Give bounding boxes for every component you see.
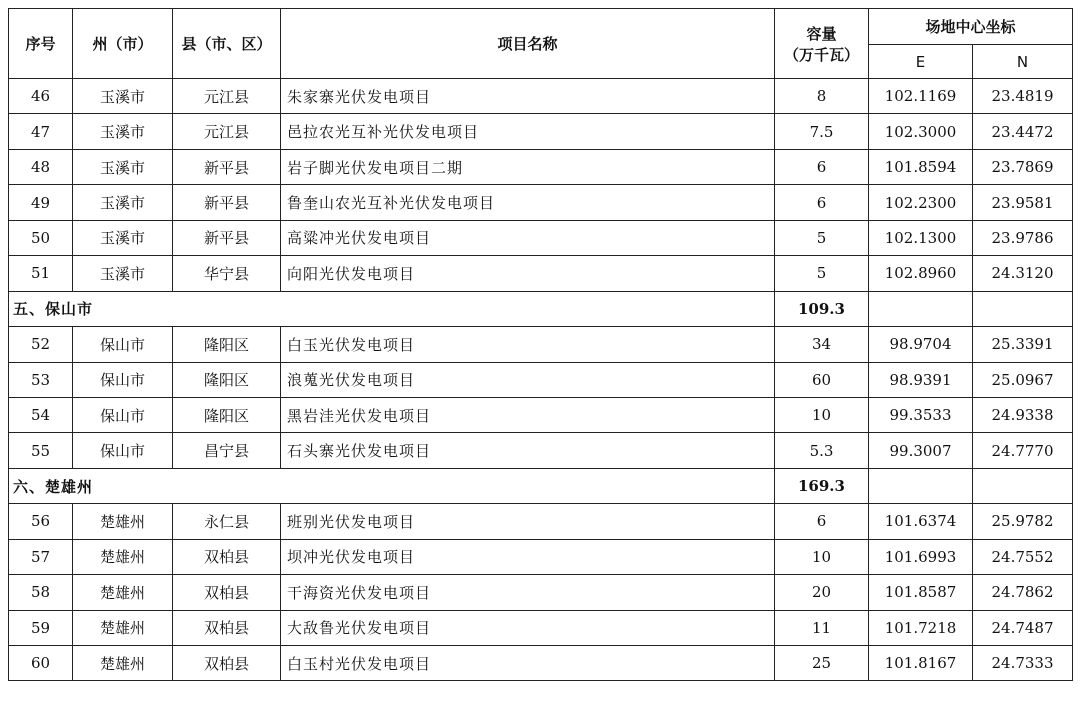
cell-seq: 58 [9, 575, 73, 610]
cell-project-name: 浪蒐光伏发电项目 [281, 362, 775, 397]
table-row [9, 327, 1073, 362]
cell-prefecture: 楚雄州 [73, 504, 173, 539]
cell-prefecture: 楚雄州 [73, 610, 173, 645]
cell-coord-n: 24.7552 [973, 539, 1073, 574]
section-total: 169.3 [775, 468, 869, 503]
cell-project-name: 黑岩洼光伏发电项目 [281, 397, 775, 432]
cell-prefecture: 保山市 [73, 397, 173, 432]
cell-capacity: 6 [775, 149, 869, 184]
section-empty-cell [973, 291, 1073, 326]
cell-county: 元江县 [173, 79, 281, 114]
section-empty-cell [869, 291, 973, 326]
cell-county: 隆阳区 [173, 327, 281, 362]
cell-seq: 47 [9, 114, 73, 149]
cell-coord-e: 101.6993 [869, 539, 973, 574]
cell-capacity: 20 [775, 575, 869, 610]
cell-coord-e: 99.3007 [869, 433, 973, 468]
cell-seq: 49 [9, 185, 73, 220]
cell-project-name: 石头寨光伏发电项目 [281, 433, 775, 468]
cell-capacity: 8 [775, 79, 869, 114]
table-row [9, 433, 1073, 468]
table-row [9, 397, 1073, 432]
table-row [9, 79, 1073, 114]
cell-seq: 46 [9, 79, 73, 114]
cell-county: 永仁县 [173, 504, 281, 539]
header-prefecture: 州（市） [73, 9, 173, 79]
cell-seq: 57 [9, 539, 73, 574]
cell-seq: 48 [9, 149, 73, 184]
cell-seq: 52 [9, 327, 73, 362]
cell-coord-n: 24.7770 [973, 433, 1073, 468]
table-row [9, 646, 1073, 681]
table-row [9, 220, 1073, 255]
cell-capacity: 6 [775, 504, 869, 539]
cell-seq: 55 [9, 433, 73, 468]
cell-prefecture: 楚雄州 [73, 575, 173, 610]
cell-county: 隆阳区 [173, 362, 281, 397]
cell-coord-n: 23.7869 [973, 149, 1073, 184]
cell-capacity: 10 [775, 539, 869, 574]
table-row [9, 575, 1073, 610]
header-capacity-line2: （万千瓦） [783, 45, 859, 64]
cell-capacity: 5 [775, 256, 869, 291]
table-row [9, 114, 1073, 149]
cell-capacity: 6 [775, 185, 869, 220]
section-label: 五、保山市 [9, 291, 775, 326]
header-coords: 场地中心坐标 [869, 9, 1073, 45]
cell-county: 双柏县 [173, 646, 281, 681]
cell-capacity: 25 [775, 646, 869, 681]
cell-prefecture: 保山市 [73, 433, 173, 468]
cell-coord-e: 99.3533 [869, 397, 973, 432]
header-project-name: 项目名称 [281, 9, 775, 79]
cell-coord-e: 102.2300 [869, 185, 973, 220]
table-row [9, 504, 1073, 539]
cell-prefecture: 保山市 [73, 362, 173, 397]
cell-coord-e: 101.6374 [869, 504, 973, 539]
cell-capacity: 60 [775, 362, 869, 397]
header-e: E [869, 45, 973, 79]
cell-project-name: 白玉光伏发电项目 [281, 327, 775, 362]
cell-project-name: 朱家寨光伏发电项目 [281, 79, 775, 114]
cell-county: 双柏县 [173, 539, 281, 574]
cell-coord-e: 102.3000 [869, 114, 973, 149]
cell-project-name: 高粱冲光伏发电项目 [281, 220, 775, 255]
cell-county: 新平县 [173, 220, 281, 255]
header-county: 县（市、区） [173, 9, 281, 79]
section-row [9, 291, 1073, 326]
cell-coord-e: 102.1300 [869, 220, 973, 255]
cell-prefecture: 楚雄州 [73, 539, 173, 574]
table-row [9, 149, 1073, 184]
cell-coord-n: 25.3391 [973, 327, 1073, 362]
cell-prefecture: 玉溪市 [73, 220, 173, 255]
cell-coord-e: 101.8167 [869, 646, 973, 681]
cell-capacity: 5 [775, 220, 869, 255]
section-row [9, 468, 1073, 503]
cell-project-name: 向阳光伏发电项目 [281, 256, 775, 291]
header-capacity [775, 9, 869, 79]
cell-county: 双柏县 [173, 610, 281, 645]
cell-seq: 53 [9, 362, 73, 397]
table-row [9, 256, 1073, 291]
cell-coord-e: 102.1169 [869, 79, 973, 114]
cell-prefecture: 玉溪市 [73, 114, 173, 149]
cell-project-name: 坝冲光伏发电项目 [281, 539, 775, 574]
table-row [9, 539, 1073, 574]
header-capacity-line1: 容量 [806, 24, 837, 43]
section-label: 六、楚雄州 [9, 468, 775, 503]
cell-capacity: 34 [775, 327, 869, 362]
cell-project-name: 班别光伏发电项目 [281, 504, 775, 539]
cell-county: 双柏县 [173, 575, 281, 610]
cell-prefecture: 玉溪市 [73, 149, 173, 184]
cell-seq: 54 [9, 397, 73, 432]
cell-coord-e: 101.8594 [869, 149, 973, 184]
cell-coord-n: 24.9338 [973, 397, 1073, 432]
cell-coord-n: 23.9581 [973, 185, 1073, 220]
cell-county: 新平县 [173, 185, 281, 220]
cell-seq: 56 [9, 504, 73, 539]
cell-coord-e: 101.8587 [869, 575, 973, 610]
cell-coord-n: 24.7862 [973, 575, 1073, 610]
cell-coord-n: 23.4819 [973, 79, 1073, 114]
cell-coord-n: 25.0967 [973, 362, 1073, 397]
cell-seq: 59 [9, 610, 73, 645]
table-header [9, 9, 1073, 79]
cell-prefecture: 楚雄州 [73, 646, 173, 681]
cell-capacity: 7.5 [775, 114, 869, 149]
cell-project-name: 邑拉农光互补光伏发电项目 [281, 114, 775, 149]
project-table [8, 8, 1073, 681]
section-total: 109.3 [775, 291, 869, 326]
cell-seq: 51 [9, 256, 73, 291]
cell-coord-n: 24.7333 [973, 646, 1073, 681]
cell-project-name: 鲁奎山农光互补光伏发电项目 [281, 185, 775, 220]
cell-project-name: 白玉村光伏发电项目 [281, 646, 775, 681]
cell-coord-e: 98.9704 [869, 327, 973, 362]
table-row [9, 610, 1073, 645]
cell-project-name: 干海资光伏发电项目 [281, 575, 775, 610]
cell-prefecture: 保山市 [73, 327, 173, 362]
cell-capacity: 11 [775, 610, 869, 645]
cell-coord-n: 24.7487 [973, 610, 1073, 645]
cell-coord-n: 24.3120 [973, 256, 1073, 291]
table-row [9, 185, 1073, 220]
cell-seq: 50 [9, 220, 73, 255]
cell-project-name: 岩子脚光伏发电项目二期 [281, 149, 775, 184]
cell-coord-n: 25.9782 [973, 504, 1073, 539]
table-body [9, 79, 1073, 681]
cell-prefecture: 玉溪市 [73, 185, 173, 220]
cell-county: 元江县 [173, 114, 281, 149]
cell-capacity: 5.3 [775, 433, 869, 468]
cell-prefecture: 玉溪市 [73, 79, 173, 114]
section-empty-cell [973, 468, 1073, 503]
header-n: N [973, 45, 1073, 79]
cell-county: 隆阳区 [173, 397, 281, 432]
cell-county: 华宁县 [173, 256, 281, 291]
cell-county: 新平县 [173, 149, 281, 184]
cell-capacity: 10 [775, 397, 869, 432]
cell-coord-e: 101.7218 [869, 610, 973, 645]
header-seq: 序号 [9, 9, 73, 79]
table-row [9, 362, 1073, 397]
cell-seq: 60 [9, 646, 73, 681]
cell-county: 昌宁县 [173, 433, 281, 468]
cell-prefecture: 玉溪市 [73, 256, 173, 291]
cell-project-name: 大敌鲁光伏发电项目 [281, 610, 775, 645]
cell-coord-e: 102.8960 [869, 256, 973, 291]
cell-coord-n: 23.9786 [973, 220, 1073, 255]
section-empty-cell [869, 468, 973, 503]
cell-coord-n: 23.4472 [973, 114, 1073, 149]
cell-coord-e: 98.9391 [869, 362, 973, 397]
